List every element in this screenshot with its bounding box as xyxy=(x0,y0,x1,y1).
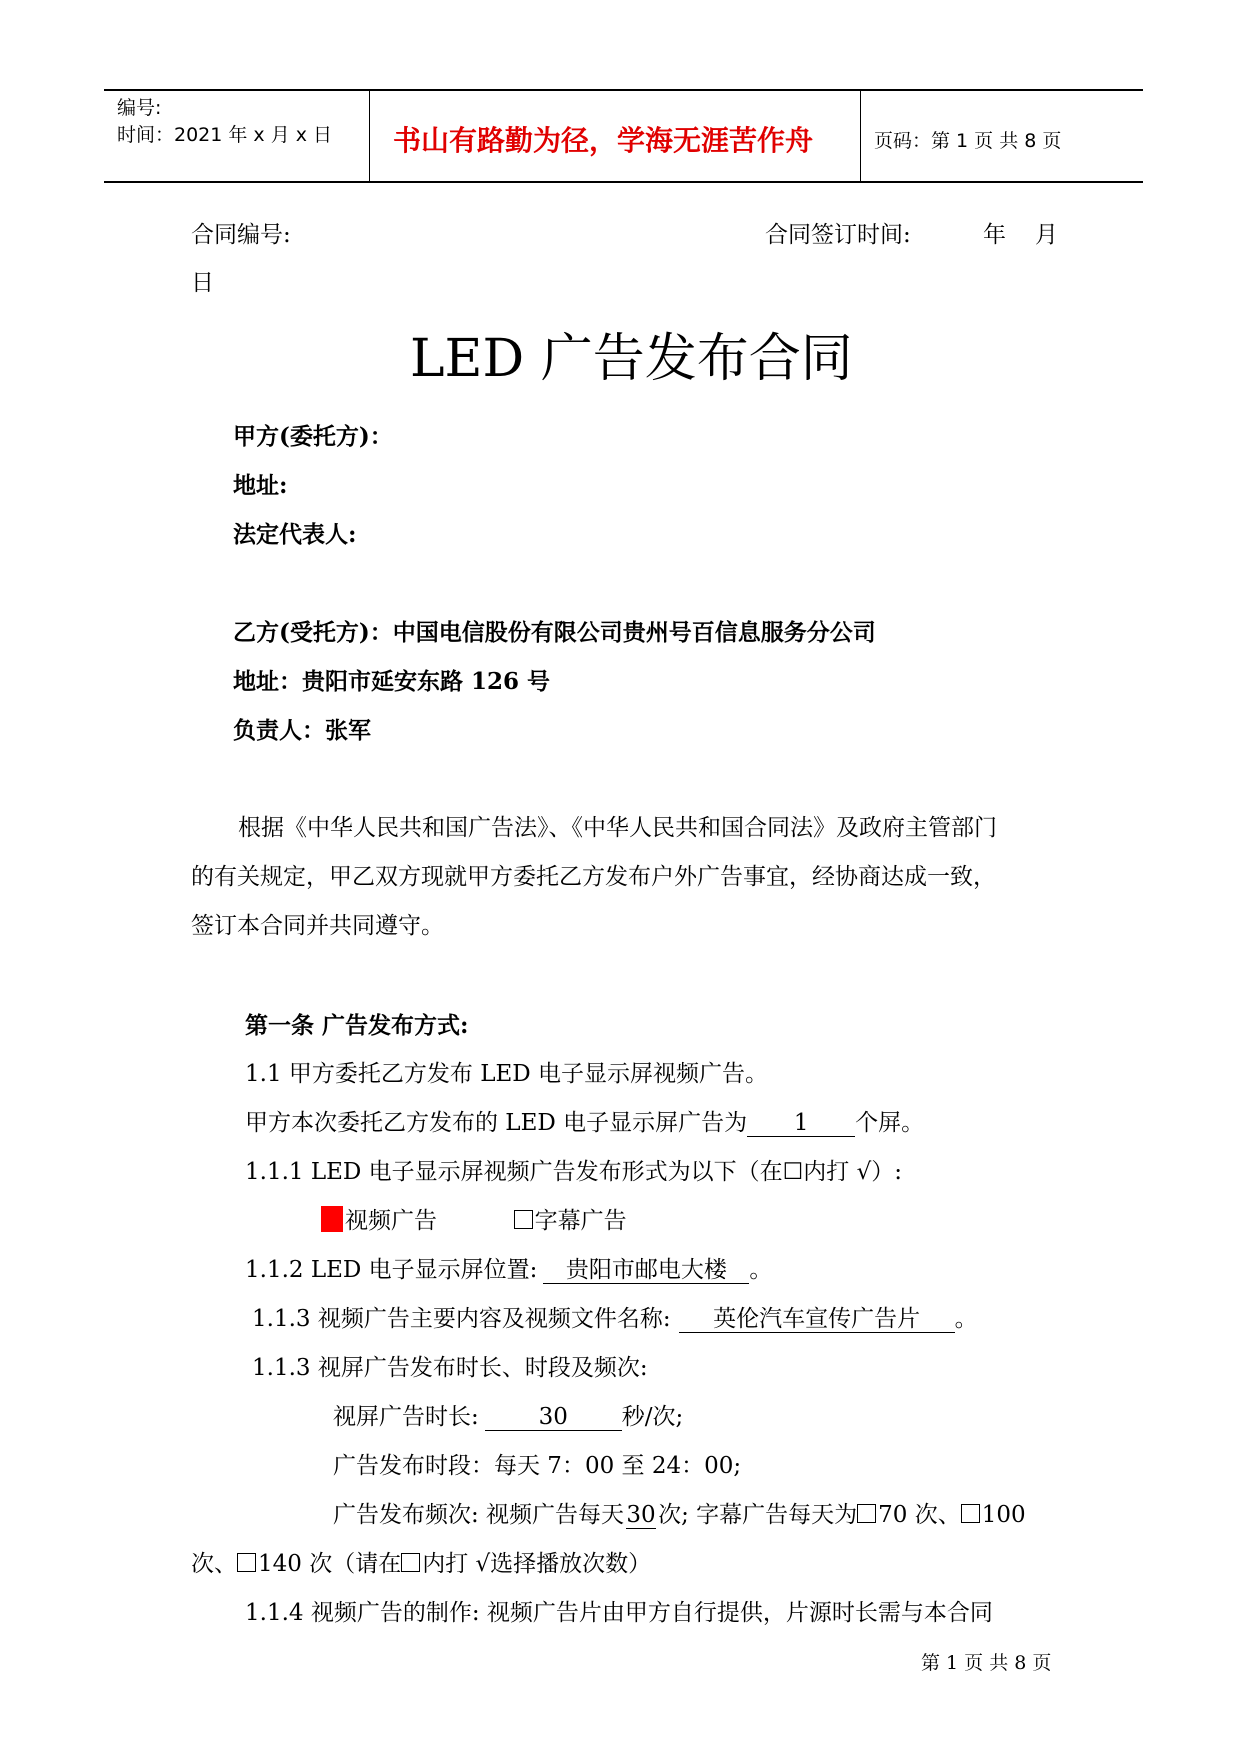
clause-1-1-2 xyxy=(245,1251,772,1284)
ad-period-line: 广告发布时段：每天 7：00 至 24：00; xyxy=(333,1453,742,1479)
screens-prefix: 甲方本次委托乙方发布的 LED 电子显示屏广告为 xyxy=(245,1110,748,1136)
frequency-100-label: 100 xyxy=(981,1502,1026,1528)
video-ad-option-label: 视频广告 xyxy=(345,1208,437,1234)
party-b-person: 负责人：张军 xyxy=(233,717,371,744)
party-a-name-label: 甲方(委托方)： xyxy=(233,423,393,450)
sign-month: 月 xyxy=(1035,222,1058,248)
party-a-address-label: 地址: xyxy=(233,472,288,499)
header-top-rule xyxy=(104,89,1143,91)
party-b-address: 地址：贵阳市延安东路 126 号 xyxy=(233,668,551,695)
header-page-info: 页码：第 1 页 共 8 页 xyxy=(874,130,1062,152)
screens-value: 1 xyxy=(747,1110,855,1137)
clause-1-1: 1.1 甲方委托乙方发布 LED 电子显示屏视频广告。 xyxy=(245,1061,769,1087)
ad-duration-label: 视屏广告时长: xyxy=(333,1404,479,1430)
intro-line-3: 签订本合同并共同遵守。 xyxy=(191,913,444,939)
header-divider-right xyxy=(860,90,861,183)
frequency-instruction: 内打 √选择播放次数） xyxy=(422,1551,652,1577)
clause-1-1-1: 1.1.1 LED 电子显示屏视频广告发布形式为以下（在☐内打 √）: xyxy=(245,1159,902,1185)
frequency-140-label: 140 次（请在 xyxy=(258,1551,402,1577)
sign-year: 年 xyxy=(983,222,1006,248)
article-1-heading: 第一条 广告发布方式: xyxy=(245,1012,469,1039)
clause-1-1-3-duration: 1.1.3 视屏广告发布时长、时段及频次: xyxy=(252,1355,648,1381)
ad-frequency-line-cont xyxy=(191,1545,651,1578)
frequency-70-label: 70 次、 xyxy=(878,1502,961,1528)
party-a-rep-label: 法定代表人: xyxy=(233,521,357,548)
caption-ad-checkbox[interactable] xyxy=(514,1210,533,1229)
clause-1-1-3-content xyxy=(252,1300,978,1333)
header-motto: 书山有路勤为径，学海无涯苦作舟 xyxy=(393,124,814,157)
video-content-label: 1.1.3 视频广告主要内容及视频文件名称: xyxy=(252,1306,671,1332)
caption-frequency-label: 次; 字幕广告每天为 xyxy=(658,1502,858,1528)
sign-day: 日 xyxy=(191,270,214,296)
clause-1-1-4: 1.1.4 视频广告的制作: 视频广告片由甲方自行提供，片源时长需与本合同 xyxy=(245,1600,993,1626)
ad-duration-line xyxy=(333,1398,683,1431)
header-time-label: 时间：2021 年 x 月 x 日 xyxy=(117,124,333,146)
frequency-140-checkbox[interactable] xyxy=(237,1553,256,1572)
document-title: LED 广告发布合同 xyxy=(410,329,853,389)
ad-duration-unit: 秒/次; xyxy=(621,1404,684,1430)
frequency-100-checkbox[interactable] xyxy=(961,1504,980,1523)
header-divider-left xyxy=(369,90,370,183)
party-b-name: 乙方(受托方)：中国电信股份有限公司贵州号百信息服务分公司 xyxy=(233,619,876,646)
contract-number-label: 合同编号: xyxy=(191,222,291,248)
screen-location-label: 1.1.2 LED 电子显示屏位置: xyxy=(245,1257,538,1283)
ad-duration-value: 30 xyxy=(485,1404,622,1431)
caption-ad-option-label: 字幕广告 xyxy=(534,1208,627,1234)
video-frequency-value: 30 xyxy=(626,1502,656,1528)
ad-form-options xyxy=(321,1202,627,1235)
instruction-box-icon xyxy=(401,1553,420,1572)
sign-time-label: 合同签订时间: xyxy=(765,222,911,248)
ad-frequency-label: 广告发布频次: 视频广告每天 xyxy=(333,1502,625,1528)
screen-location-value: 贵阳市邮电大楼 xyxy=(543,1257,749,1284)
header-number-label: 编号: xyxy=(117,97,162,119)
frequency-cont-text: 次、 xyxy=(191,1551,237,1577)
clause-screens xyxy=(245,1104,924,1137)
screens-suffix: 个屏。 xyxy=(855,1110,925,1136)
header-bottom-rule xyxy=(104,181,1143,183)
video-content-suffix: 。 xyxy=(954,1306,978,1332)
screen-location-suffix: 。 xyxy=(749,1257,773,1283)
video-content-value: 英伦汽车宣传广告片 xyxy=(679,1306,955,1333)
page-footer: 第 1 页 共 8 页 xyxy=(921,1652,1052,1674)
video-ad-checkbox[interactable] xyxy=(321,1206,343,1232)
frequency-70-checkbox[interactable] xyxy=(857,1504,876,1523)
intro-line-1: 根据《中华人民共和国广告法》、《中华人民共和国合同法》及政府主管部门 xyxy=(238,815,997,841)
intro-line-2: 的有关规定，甲乙双方现就甲方委托乙方发布户外广告事宜，经协商达成一致， xyxy=(191,864,996,890)
ad-frequency-line xyxy=(333,1496,1026,1529)
